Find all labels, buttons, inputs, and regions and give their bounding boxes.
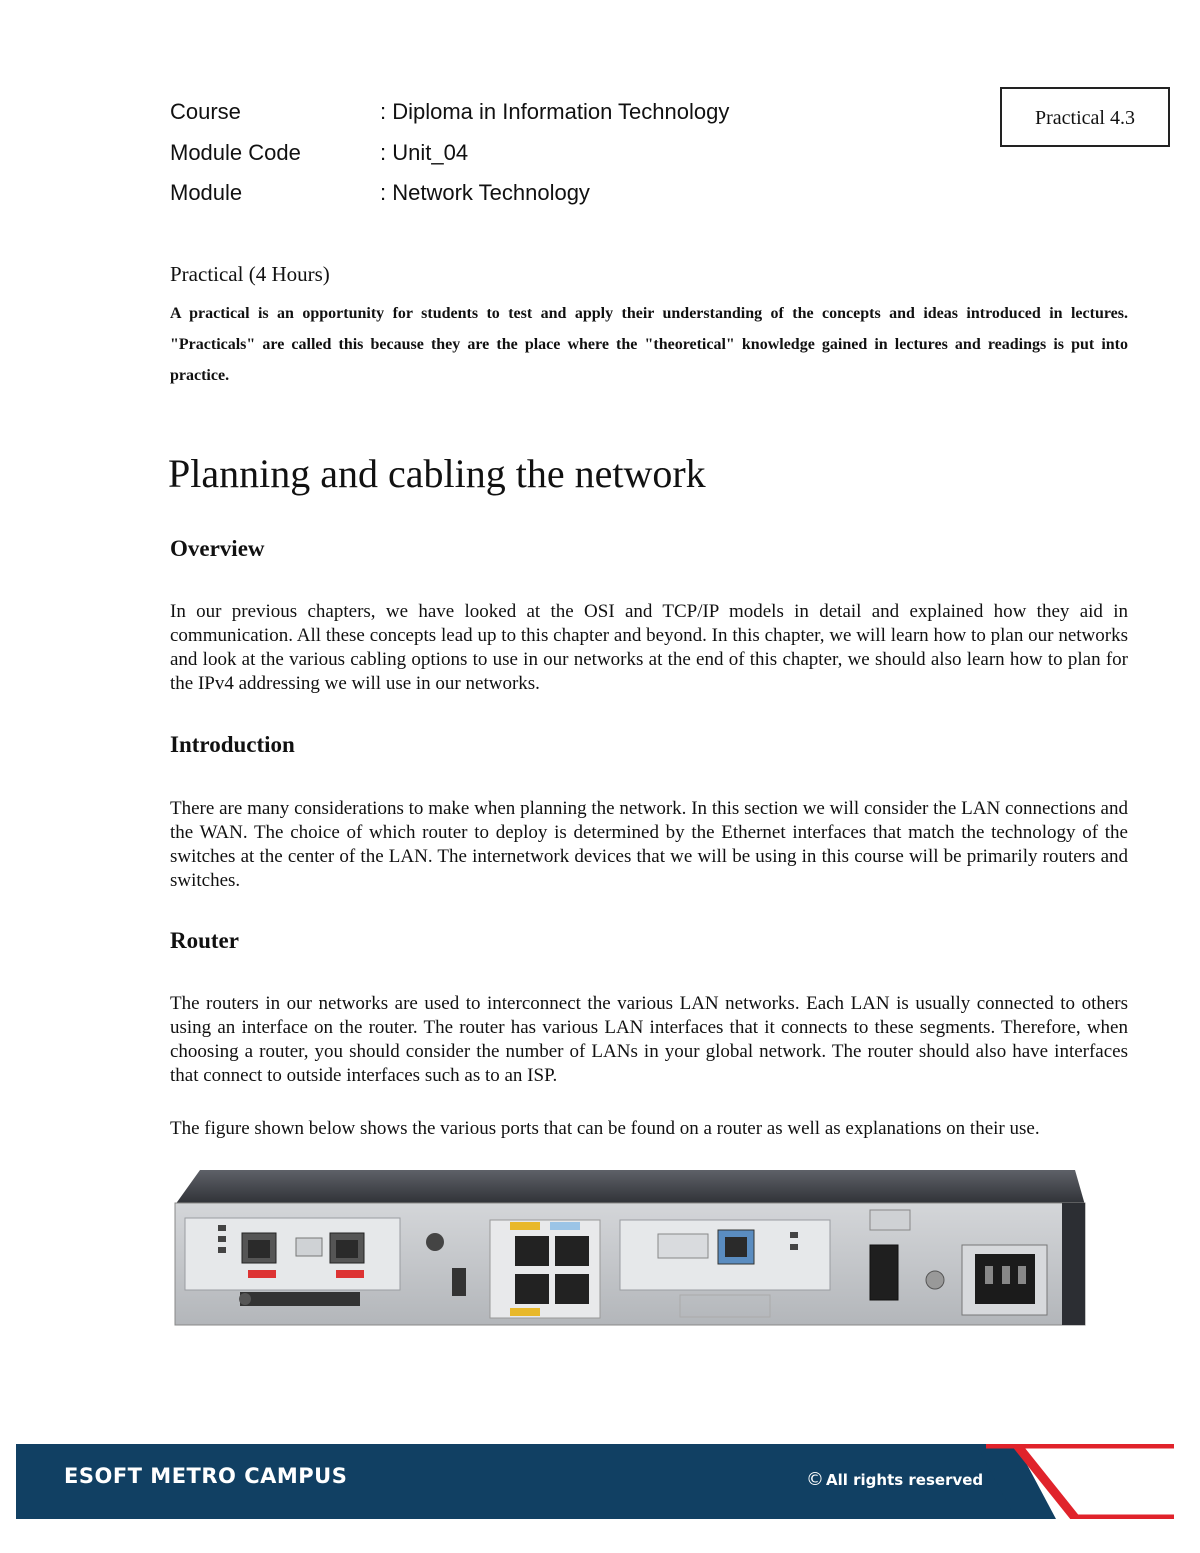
module-label: Module [170, 180, 243, 205]
footer-accent-swoosh [976, 1444, 1174, 1519]
power-switch-icon [870, 1245, 898, 1300]
practical-description: A practical is an opportunity for students to test and apply their understanding of the concepts and ideas introduced in lectures. "Practicals" are called this because they are the place where the "theoretical" knowledge gained in lectures and readings is put into practice. [170, 305, 1128, 384]
overview-heading: Overview [170, 536, 265, 561]
console-knob-icon [426, 1233, 444, 1251]
router-body: The routers in our networks are used to interconnect the various LAN networks. Each LAN is usually connected to others using an interface on the router. The router has various LAN interfaces that it connects to these segments. Therefore, when choosing a router, you should consider the number of LANs in your global network. The router should also have interfaces that connect to outside interfaces such as to an ISP. [170, 993, 1128, 1086]
wic-slot-1 [185, 1218, 400, 1290]
router-back-panel-figure [170, 1170, 1090, 1335]
footer-rights [806, 1469, 983, 1490]
usb-port-icon [452, 1268, 466, 1296]
course-label: Course [170, 99, 241, 124]
footer-rights-text: All rights reserved [826, 1471, 984, 1489]
introduction-heading: Introduction [170, 732, 295, 757]
copyright-icon: © [806, 1469, 824, 1490]
module-code-label: Module Code [170, 140, 301, 165]
ethernet-ports [490, 1220, 600, 1318]
introduction-body: There are many considerations to make when planning the network. In this section we will consider the LAN connections and the WAN. The choice of which router to deploy is determined by the Ethernet interfaces that match the technology of the switches at the center of the LAN. The internetwork devices that we will be using in this course will be primarily routers and switches. [170, 798, 1128, 891]
footer-banner [16, 1444, 1174, 1519]
practical-title: Practical (4 Hours) [170, 262, 330, 286]
router-heading: Router [170, 928, 239, 953]
page-title: Planning and cabling the network [168, 451, 706, 496]
module-value: : Network Technology [380, 180, 590, 205]
overview-body: In our previous chapters, we have looked at the OSI and TCP/IP models in detail and explained how they aid in communication. All these concepts lead up to this chapter and beyond. In this chapter, we will learn how to plan our networks and look at the various cabling options to use in our networks at the end of this chapter, we should also learn how to plan for the IPv4 addressing we will use in our networks. [170, 601, 1128, 694]
practical-number-box: Practical 4.3 [1000, 87, 1170, 147]
course-value: : Diploma in Information Technology [380, 99, 730, 124]
footer-brand: ESOFT METRO CAMPUS [64, 1464, 348, 1488]
module-code-value: : Unit_04 [380, 140, 469, 165]
router-figure-intro: The figure shown below shows the various ports that can be found on a router as well as explanations on their use. [170, 1118, 1040, 1139]
